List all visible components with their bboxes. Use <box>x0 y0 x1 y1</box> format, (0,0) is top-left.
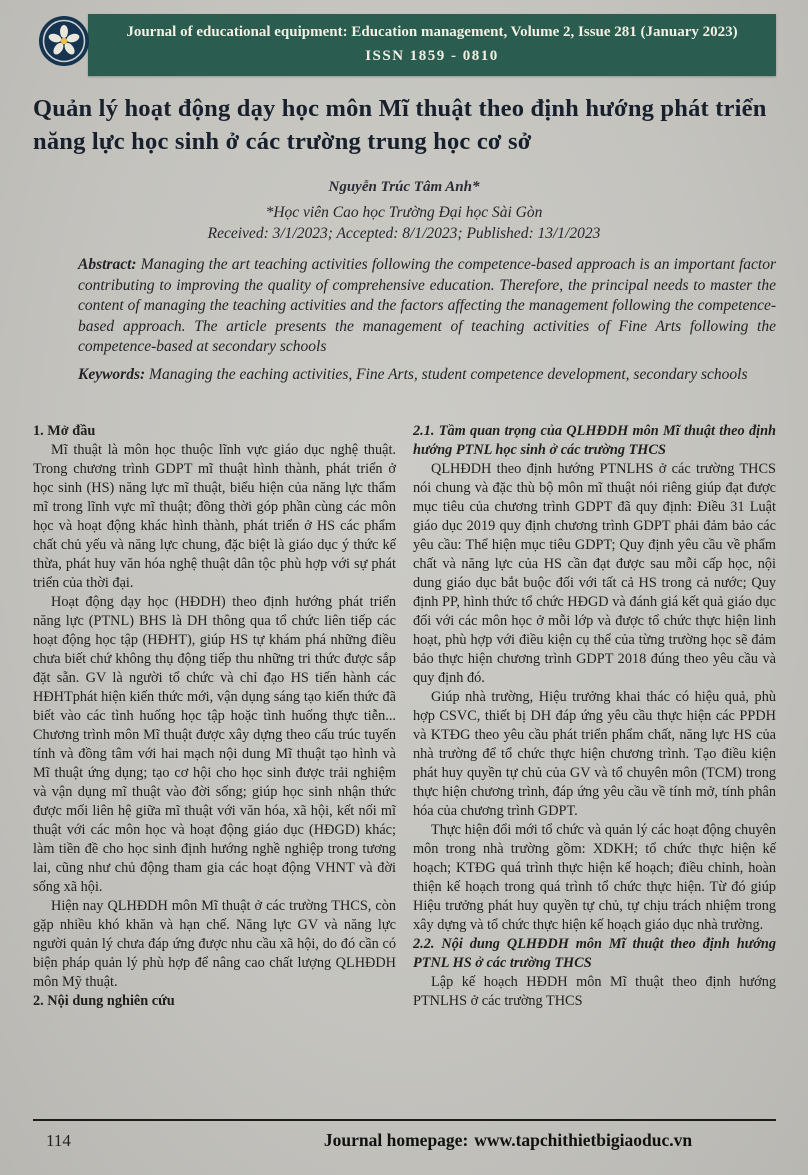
homepage-label: Journal homepage: <box>323 1130 469 1150</box>
abstract-text: Managing the art teaching activities following the competence-based approach is an important factor contributing to improving the quality of comprehensive education. Therefore, the principal needs to master the content of managing the teaching activities and the factors affecting the management following the competence-based approach. The article presents the management of teaching activities of Fine Arts following the competence-based at secondary schools <box>78 256 776 355</box>
section-heading-2: 2. Nội dung nghiên cứu <box>33 993 175 1009</box>
footer-divider <box>33 1119 776 1121</box>
journal-title-line: Journal of educational equipment: Education management, Volume 2, Issue 281 (January 2023) <box>126 24 738 40</box>
journal-issn-line: ISSN 1859 - 0810 <box>365 48 499 64</box>
keywords-text: Managing the eaching activities, Fine Arts, student competence development, secondary schools <box>149 365 748 383</box>
abstract-paragraph <box>78 255 776 358</box>
right-column <box>413 422 776 1011</box>
keywords-label: Keywords: <box>78 365 146 383</box>
paragraph-hddh: Hoạt động dạy học (HĐDH) theo định hướng phát triển năng lực (PTNL) BHS là DH thông qua tổ chức liên tiếp các hoạt động học tập (HĐHT), giúp HS tự khám phá những điều chưa biết chứ không thụ động tiếp thu những tri thức được sắp đặt sẵn. GV là người tổ chức và chỉ đạo HS tiến hành các HĐHTphát hiện kiến thức mới, vận dụng sáng tạo kiến thức đã biết vào các tình huống học tập hoặc tình huống thực tiễn... Chương trình môn Mĩ thuật được xây dựng theo cấu trúc tuyến tính và đồng tâm với hai mạch nội dung Mĩ thuật tạo hình và Mĩ thuật ứng dụng; tạo cơ hội cho học sinh được trải nghiệm và vận dụng mĩ thuật vào đời sống; giúp học sinh nhận thức được mối liên hệ giữa mĩ thuật với văn hóa, xã hội, kết nối mĩ thuật với các môn học và hoạt động giáo dục (HĐGD) khác; làm tiền đề cho học sinh định hướng nghề nghiệp trong tương lai, cũng như chủ động tham gia các hoạt động VHNT và đời sống xã hội. <box>33 594 396 895</box>
paragraph-renewal: Thực hiện đổi mới tổ chức và quản lý các hoạt động chuyên môn trong nhà trường gồm: XDKH; tổ chức thực hiện kế hoạch; KTĐG quá trình thực hiện kế hoạch; điều chỉnh, hoàn thiện kế hoạch trong quá trình tổ chức thực hiện. Từ đó giúp Hiệu trưởng phát huy quyền tự chủ, tự chịu trách nhiệm trong xây dựng và tổ chức thực hiện kế hoạch giáo dục nhà trường. <box>413 822 776 933</box>
body-columns <box>33 422 776 1011</box>
paragraph-importance: QLHĐDH theo định hướng PTNLHS ở các trường THCS nói chung và đặc thù bộ môn mĩ thuật nói riêng giúp đạt được mục tiêu của chương trình GDPT đã quy định: Điều 31 Luật giáo dục 2019 quy định chương trình GDPT phải đảm bảo các yêu cầu: Thể hiện mục tiêu GDPT; Quy định yêu cầu về phẩm chất và năng lực của HS cần đạt được sau mỗi cấp học, nội dung giáo dục bắt buộc đối với tất cả HS trong cả nước; Quy định PP, hình thức tổ chức HĐGD và đánh giá kết quả giáo dục đối với các môn học ở mỗi lớp và được tổ chức thực hiện linh hoạt, phù hợp với điều kiện cụ thể của từng trường học sẽ đảm bảo thực hiện chương trình GDPT 2018 đúng theo yêu cầu và quy định đó. <box>413 461 776 686</box>
journal-header <box>88 14 776 76</box>
article-title: Quản lý hoạt động dạy học môn Mĩ thuật theo định hướng phát triển năng lực học sinh ở các trường trung học cơ sở <box>33 95 767 155</box>
journal-homepage <box>240 1130 776 1151</box>
section-heading-2-2: 2.2. Nội dung QLHĐDH môn Mĩ thuật theo định hướng PTNL HS ở các trường THCS <box>413 936 776 971</box>
paragraph-school-support: Giúp nhà trường, Hiệu trưởng khai thác có hiệu quả, phù hợp CSVC, thiết bị DH đáp ứng yêu cầu thực hiện các PPDH và KTĐG theo yêu cầu phát triển phẩm chất, năng lực HS của nhà trường để tổ chức thực hiện chương trình. Tạo điều kiện phát huy quyền tự chủ của GV và tổ chuyên môn (TCM) trong thực hiện chương trình, đáp ứng yêu cầu về tính mở, tính phân hóa của chương trình GDPT. <box>413 689 776 819</box>
section-heading-1: 1. Mở đầu <box>33 423 96 439</box>
page-number: 114 <box>46 1131 71 1150</box>
university-emblem-icon <box>38 15 90 67</box>
paragraph-intro: Mĩ thuật là môn học thuộc lĩnh vực giáo dục nghệ thuật. Trong chương trình GDPT mĩ thuật hình thành, phát triển ở học sinh (HS) năng lực mĩ thuật, biểu hiện của năng lực thẩm mĩ trong lĩnh vực mĩ thuật; đồng thời góp phần cùng các môn học và hoạt động khác hình thành, phát triển ở HS các phẩm chất chủ yếu và năng lực chung, đặc biệt là giáo dục ý thức kế thừa, phát huy văn hóa nghệ thuật dân tộc phù hợp với sự phát triển của thời đại. <box>33 442 396 591</box>
paragraph-planning: Lập kế hoạch HĐDH môn Mĩ thuật theo định hướng PTNLHS ở các trường THCS <box>413 974 776 1009</box>
author-name: Nguyễn Trúc Tâm Anh* <box>328 179 480 195</box>
abstract-section <box>78 255 776 385</box>
journal-logo-icon <box>38 15 90 67</box>
left-column <box>33 422 396 1011</box>
keywords-paragraph <box>78 365 776 386</box>
abstract-label: Abstract: <box>78 256 137 273</box>
author-affiliation: *Học viên Cao học Trường Đại học Sài Gòn <box>265 204 543 221</box>
homepage-url[interactable]: www.tapchithietbigiaoduc.vn <box>474 1130 693 1150</box>
section-heading-2-1: 2.1. Tầm quan trọng của QLHĐDH môn Mĩ thuật theo định hướng PTNL học sinh ở các trường THCS <box>413 423 776 458</box>
article-dates: Received: 3/1/2023; Accepted: 8/1/2023; Published: 13/1/2023 <box>207 225 601 242</box>
paragraph-current-state: Hiện nay QLHĐDH môn Mĩ thuật ở các trường THCS, còn gặp nhiều khó khăn và hạn chế. Năng lực GV và năng lực người quản lý chưa đáp ứng được nhu cầu xã hội, do đó cần có biện pháp quản lý phù hợp để nâng cao chất lượng QLHĐDH môn Mỹ thuật. <box>33 898 396 990</box>
